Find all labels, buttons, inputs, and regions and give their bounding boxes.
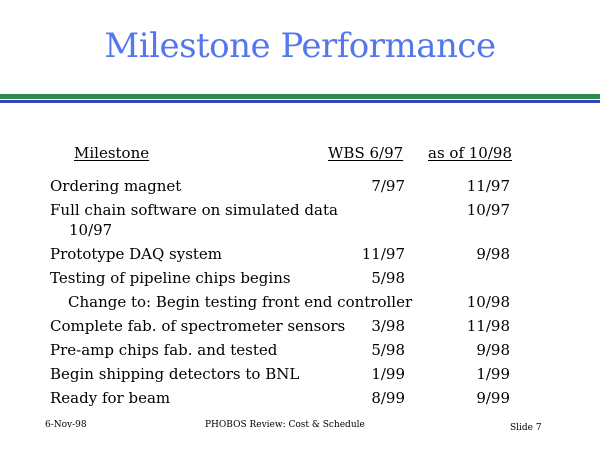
row-asof-date: 1/99 — [476, 365, 510, 383]
row-asof-date: 10/97 — [466, 201, 510, 219]
row-milestone: Ready for beam — [50, 389, 171, 407]
title-divider-green — [0, 94, 600, 99]
row-wbs-date: 5/98 — [371, 269, 405, 287]
footer-title: PHOBOS Review: Cost & Schedule — [205, 420, 365, 430]
row-wbs-date: 3/98 — [371, 317, 405, 335]
row-milestone-continuation: 10/97 — [69, 221, 113, 239]
row-milestone: Begin shipping detectors to BNL — [50, 365, 300, 383]
row-wbs-date: 5/98 — [371, 341, 405, 359]
row-asof-date: 11/98 — [466, 317, 510, 335]
row-milestone: Complete fab. of spectrometer sensors — [50, 317, 346, 335]
row-asof-date: 11/97 — [466, 177, 510, 195]
header-as-of: as of 10/98 — [428, 144, 512, 162]
row-asof-date: 9/98 — [476, 245, 510, 263]
row-wbs-date: 11/97 — [361, 245, 405, 263]
header-milestone: Milestone — [74, 144, 150, 162]
row-asof-date: 9/99 — [476, 389, 510, 407]
row-milestone: Prototype DAQ system — [50, 245, 223, 263]
slide-title: Milestone Performance — [104, 26, 496, 66]
row-milestone-change-note: Change to: Begin testing front end controller — [68, 293, 413, 311]
row-asof-date: 9/98 — [476, 341, 510, 359]
header-wbs: WBS 6/97 — [328, 144, 404, 162]
row-milestone: Ordering magnet — [50, 177, 182, 195]
row-asof-date: 10/98 — [466, 293, 510, 311]
row-wbs-date: 7/97 — [371, 177, 405, 195]
row-wbs-date: 1/99 — [371, 365, 405, 383]
footer-slide-number: Slide 7 — [510, 423, 542, 433]
row-milestone: Full chain software on simulated data — [50, 201, 338, 219]
title-divider-blue — [0, 100, 600, 103]
row-milestone: Testing of pipeline chips begins — [50, 269, 291, 287]
row-milestone: Pre-amp chips fab. and tested — [50, 341, 278, 359]
row-wbs-date: 8/99 — [371, 389, 405, 407]
footer-date: 6-Nov-98 — [45, 420, 87, 430]
